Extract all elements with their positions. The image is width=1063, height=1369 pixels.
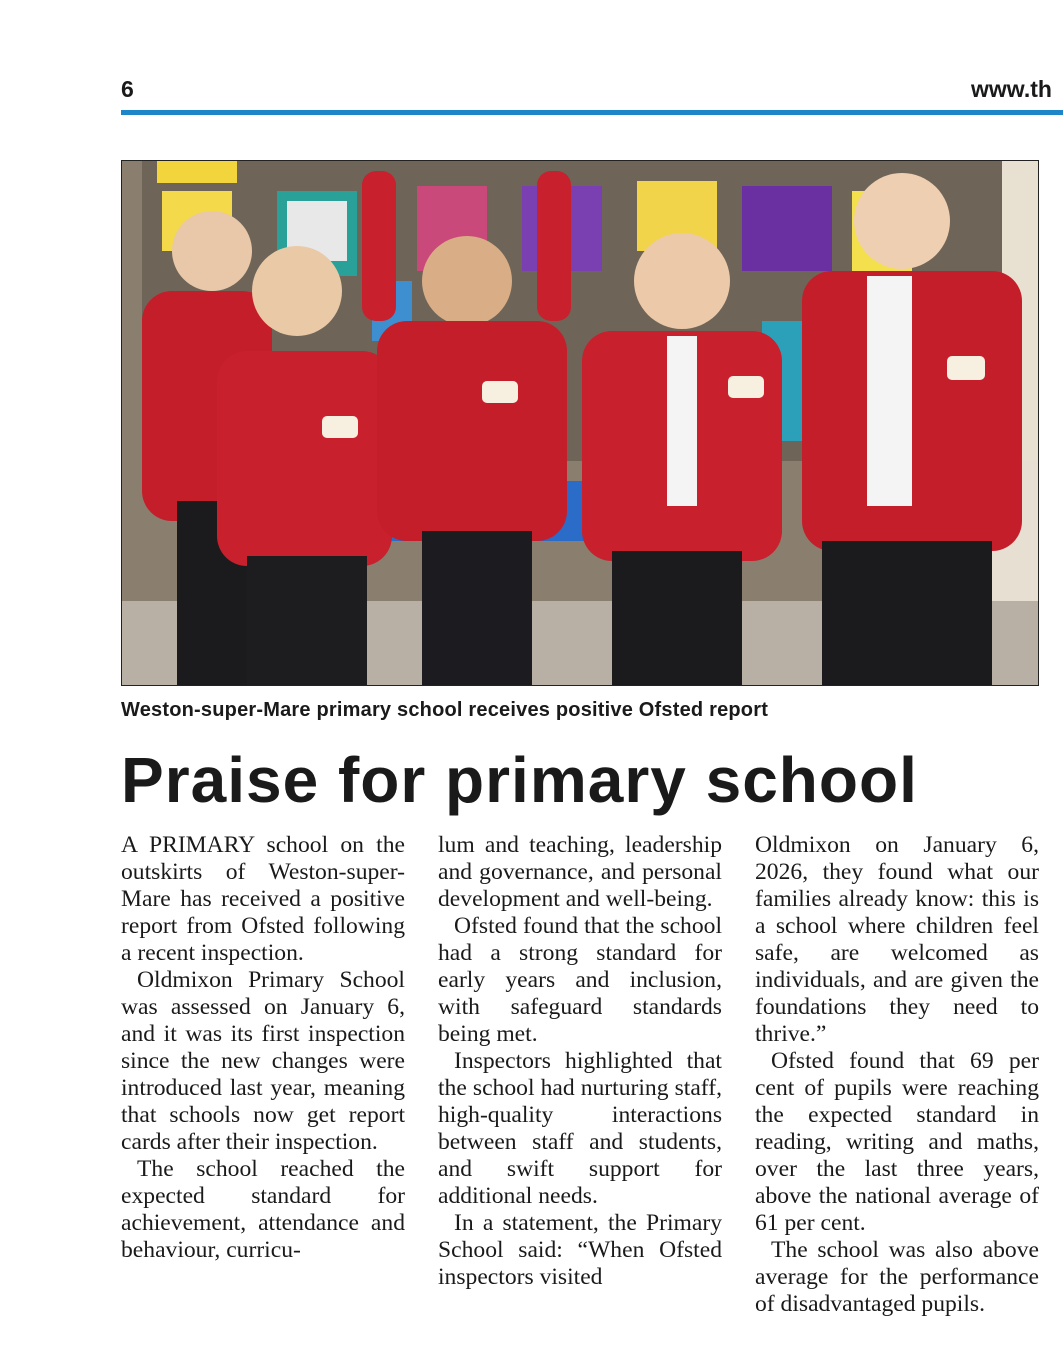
paragraph: Oldmixon Primary School was assessed on January 6, and it was its first inspection since the new changes were introduced last year, meaning that schools now get report cards after their inspection. (121, 967, 405, 1155)
paragraph: Ofsted found that 69 per cent of pupils were reaching the expected standard in reading, writing and maths, over the last three years, above the national average of 61 per cent. (755, 1048, 1039, 1236)
paragraph: The school reached the expected standard for achievement, attendance and behaviour, curricu- (121, 1156, 405, 1263)
article-headline: Praise for primary school (121, 744, 918, 816)
site-url: www.th (971, 76, 1052, 102)
header-rule (121, 110, 1063, 115)
article-photo (121, 160, 1039, 686)
school-children-photo (122, 161, 1039, 686)
paragraph: A PRIMARY school on the outskirts of Weston-super-Mare has received a positive report from Ofsted following a recent inspection. (121, 832, 405, 966)
page-number: 6 (121, 76, 134, 102)
paragraph: In a statement, the Primary School said: “When Ofsted inspectors visited (438, 1210, 722, 1290)
article-column-3 (755, 832, 1039, 1318)
photo-caption: Weston-super-Mare primary school receives positive Ofsted report (121, 699, 769, 721)
paragraph: Ofsted found that the school had a strong standard for early years and inclusion, with safeguard standards being met. (438, 913, 722, 1047)
paragraph: The school was also above average for the performance of disadvantaged pupils. (755, 1237, 1039, 1317)
paragraph: Inspectors highlighted that the school had nurturing staff, high-quality interactions between staff and students, and swift support for additional needs. (438, 1048, 722, 1209)
paragraph: lum and teaching, leadership and governance, and personal development and well-being. (438, 832, 722, 912)
paragraph: Oldmixon on January 6, 2026, they found what our families already know: this is a school where children feel safe, are welcomed as individuals, and are given the foundations they need to thrive.” (755, 832, 1039, 1047)
article-column-1 (121, 832, 405, 1264)
article-column-2 (438, 832, 722, 1291)
